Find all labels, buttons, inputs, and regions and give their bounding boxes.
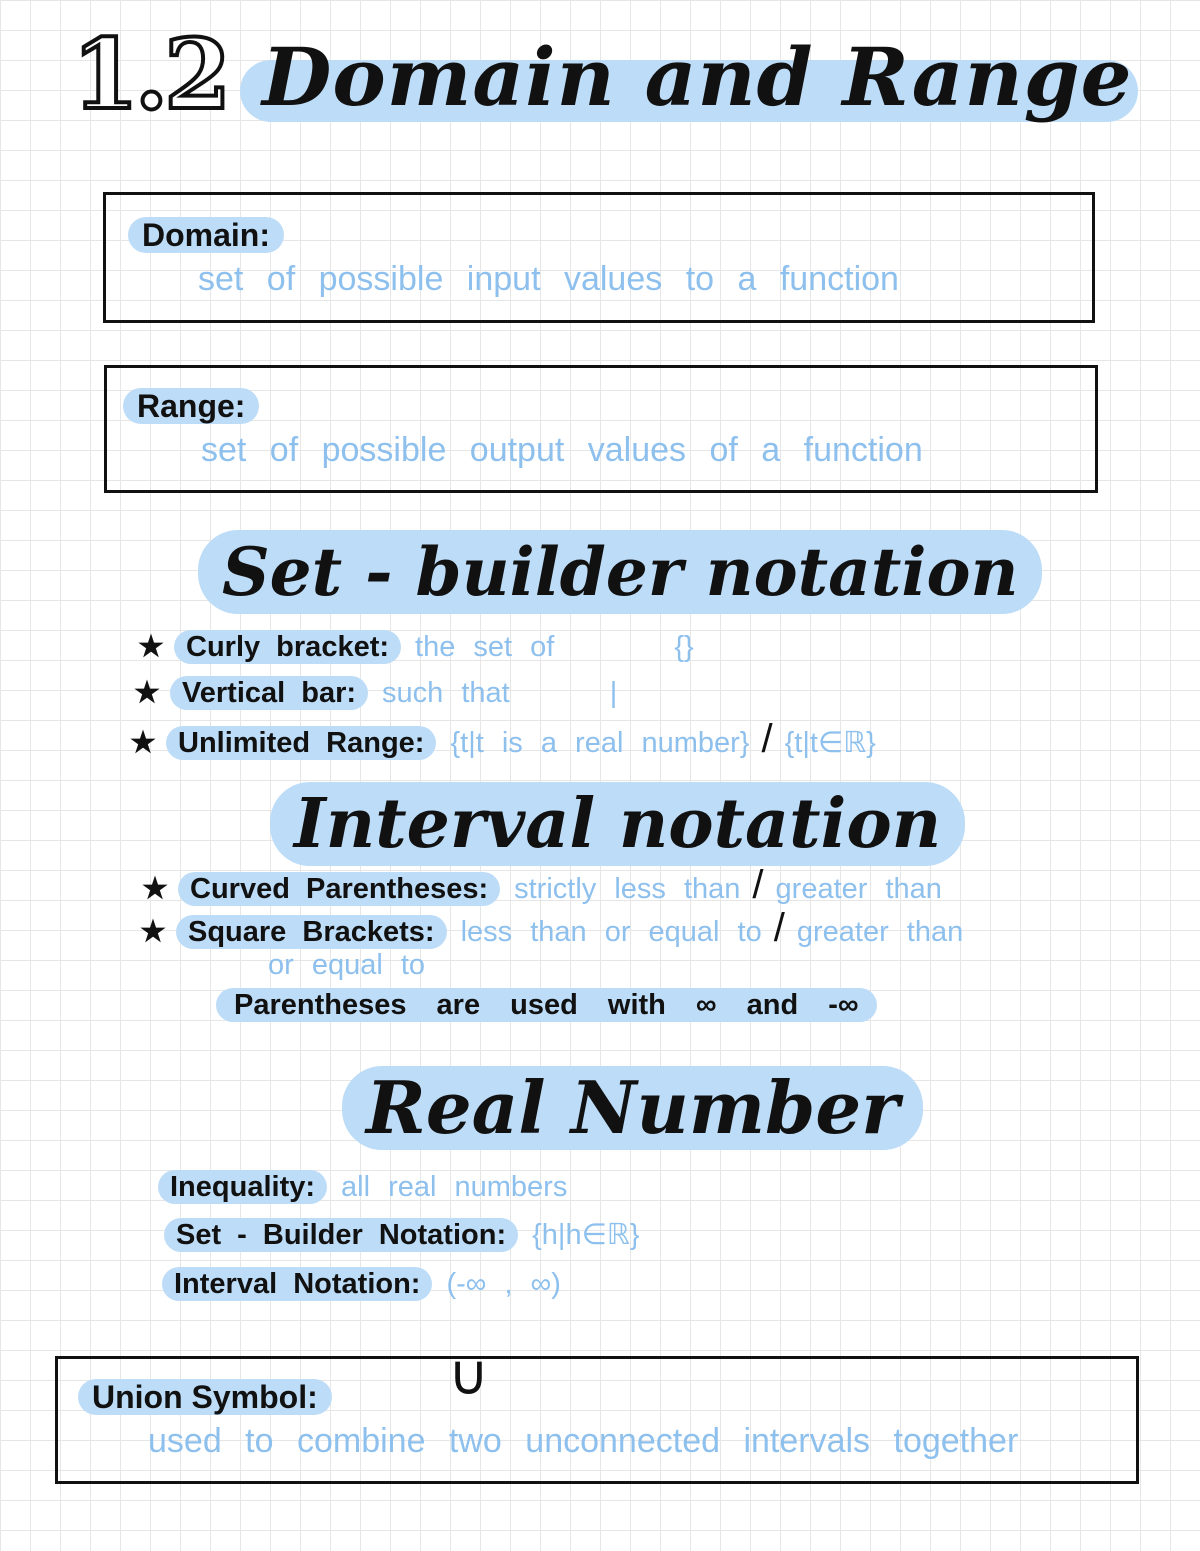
set-builder-item-vertical xyxy=(134,676,617,710)
interval-heading: Interval notation xyxy=(270,782,965,866)
item-definition-alt: greater than xyxy=(775,873,942,905)
item-definition: strictly less than xyxy=(514,873,741,905)
item-term: Set - Builder Notation: xyxy=(164,1218,518,1252)
union-symbol: ∪ xyxy=(448,1343,489,1408)
real-number-item-inequality xyxy=(158,1170,567,1204)
item-term: Curly bracket: xyxy=(174,630,401,664)
domain-definition: set of possible input values to a function xyxy=(198,260,899,298)
star-bullet: ★ xyxy=(140,916,166,948)
note-text: Parentheses are used with ∞ and -∞ xyxy=(216,988,877,1022)
real-number-item-interval xyxy=(162,1267,561,1301)
star-bullet: ★ xyxy=(138,631,164,663)
item-definition: all real numbers xyxy=(341,1171,568,1203)
item-definition: the set of xyxy=(415,631,555,663)
interval-item-square-continuation: or equal to xyxy=(268,949,426,981)
item-definition: (-∞ , ∞) xyxy=(446,1268,561,1300)
item-symbol: | xyxy=(609,677,618,709)
item-term: Vertical bar: xyxy=(170,676,368,710)
range-definition: set of possible output values of a function xyxy=(201,431,923,469)
interval-item-square xyxy=(140,906,964,950)
star-bullet: ★ xyxy=(134,677,160,709)
title-number: 1.2 xyxy=(72,18,228,131)
set-builder-item-unlimited xyxy=(130,717,876,761)
interval-item-curved xyxy=(142,863,942,907)
domain-term: Domain: xyxy=(128,217,284,253)
item-definition: {t|t is a real number} xyxy=(450,727,750,759)
item-term: Curved Parentheses: xyxy=(178,872,500,906)
star-bullet: ★ xyxy=(130,727,156,759)
set-builder-heading: Set - builder notation xyxy=(198,530,1042,614)
star-bullet: ★ xyxy=(142,873,168,905)
item-definition: such that xyxy=(382,677,510,709)
item-definition: less than or equal to xyxy=(460,916,762,948)
real-number-item-set-builder xyxy=(164,1218,640,1252)
page-title: Domain and Range xyxy=(262,30,1133,124)
union-box xyxy=(55,1356,1139,1484)
item-separator: / xyxy=(761,717,773,761)
interval-note xyxy=(216,988,891,1022)
item-term: Square Brackets: xyxy=(176,915,447,949)
range-term: Range: xyxy=(123,388,259,424)
real-number-heading: Real Number xyxy=(342,1066,923,1150)
union-term: Union Symbol: xyxy=(78,1379,332,1415)
item-term: Interval Notation: xyxy=(162,1267,432,1301)
union-definition: used to combine two unconnected intervals together xyxy=(148,1422,1019,1460)
item-definition-alt: greater than xyxy=(796,916,964,948)
item-term: Inequality: xyxy=(158,1170,327,1204)
set-builder-item-curly xyxy=(138,630,694,664)
item-separator: / xyxy=(773,906,785,950)
item-definition: {h|h∈ℝ} xyxy=(532,1219,640,1251)
item-term: Unlimited Range: xyxy=(166,726,436,760)
item-separator: / xyxy=(752,863,764,907)
domain-box xyxy=(103,192,1095,323)
item-definition-alt: {t|t∈ℝ} xyxy=(784,727,876,759)
item-symbol: {} xyxy=(674,631,694,663)
range-box xyxy=(104,365,1098,493)
